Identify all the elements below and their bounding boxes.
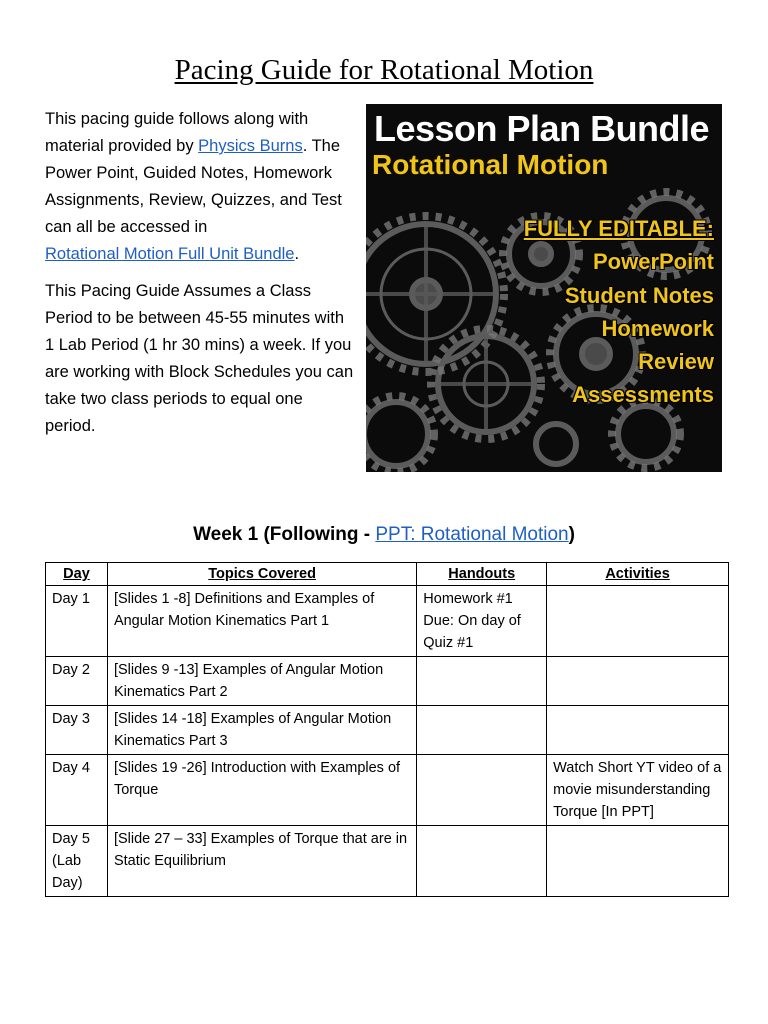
table-row [46, 657, 729, 706]
week-heading-suffix: ) [568, 524, 575, 545]
topics-cell: [Slides 14 -18] Examples of Angular Motion Kinematics Part 3 [107, 706, 416, 755]
topics-cell: [Slide 27 – 33] Examples of Torque that are in Static Equilibrium [107, 826, 416, 897]
day-cell: Day 1 [46, 586, 108, 657]
intro-paragraph-1 [45, 106, 355, 268]
table-row [46, 826, 729, 897]
feature-student-notes: Student Notes [564, 283, 714, 308]
header-day: Day [46, 563, 108, 586]
header-topics: Topics Covered [107, 563, 416, 586]
feature-assessments: Assessments [572, 382, 714, 407]
activities-cell: Watch Short YT video of a movie misunderstanding Torque [In PPT] [547, 755, 729, 826]
feature-homework: Homework [601, 316, 714, 341]
activities-cell [547, 706, 729, 755]
feature-header: FULLY EDITABLE: [523, 216, 714, 241]
pacing-table [45, 562, 729, 897]
topics-cell: [Slides 9 -13] Examples of Angular Motion Kinematics Part 2 [107, 657, 416, 706]
handouts-cell [417, 706, 547, 755]
table-row [46, 586, 729, 657]
activities-cell [547, 657, 729, 706]
table-header-row [46, 563, 729, 586]
week-heading [0, 524, 768, 546]
handouts-cell [417, 826, 547, 897]
topics-cell: [Slides 19 -26] Introduction with Examples of Torque [107, 755, 416, 826]
intro-text-1: This pacing guide follows along with material provided by [45, 110, 309, 155]
handouts-cell: Homework #1 Due: On day of Quiz #1 [417, 586, 547, 657]
topics-cell: [Slides 1 -8] Definitions and Examples of Angular Motion Kinematics Part 1 [107, 586, 416, 657]
lesson-plan-bundle-image [366, 104, 722, 472]
physics-burns-link[interactable]: Physics Burns [198, 137, 303, 155]
intro-paragraph-2: This Pacing Guide Assumes a Class Period to be between 45-55 minutes with 1 Lab Period (1 hr 30 mins) a week. If you are working with Block Schedules you can take two class periods to equal one period. [45, 282, 354, 435]
page-title: Pacing Guide for Rotational Motion [174, 54, 594, 86]
ppt-rotational-motion-link[interactable]: PPT: Rotational Motion [375, 524, 569, 545]
handouts-cell [417, 755, 547, 826]
day-cell: Day 2 [46, 657, 108, 706]
activities-cell [547, 586, 729, 657]
day-cell: Day 3 [46, 706, 108, 755]
day-cell: Day 5 (Lab Day) [46, 826, 108, 897]
promo-subtitle: Rotational Motion [372, 149, 609, 180]
intro-text [45, 106, 355, 450]
full-unit-bundle-link[interactable]: Rotational Motion Full Unit Bundle [45, 245, 295, 263]
intro-text-2: . The Power Point, Guided Notes, Homework Assignments, Review, Quizzes, and Test can all be accessed in [45, 137, 342, 236]
table-row [46, 706, 729, 755]
day-cell: Day 4 [46, 755, 108, 826]
promo-title: Lesson Plan Bundle [374, 108, 710, 149]
header-handouts: Handouts [417, 563, 547, 586]
intro-text-3: . [294, 245, 300, 263]
activities-cell [547, 826, 729, 897]
header-activities: Activities [547, 563, 729, 586]
handouts-cell [417, 657, 547, 706]
week-heading-prefix: Week 1 (Following - [193, 524, 376, 545]
feature-review: Review [638, 349, 714, 374]
table-row [46, 755, 729, 826]
feature-powerpoint: PowerPoint [592, 249, 714, 274]
